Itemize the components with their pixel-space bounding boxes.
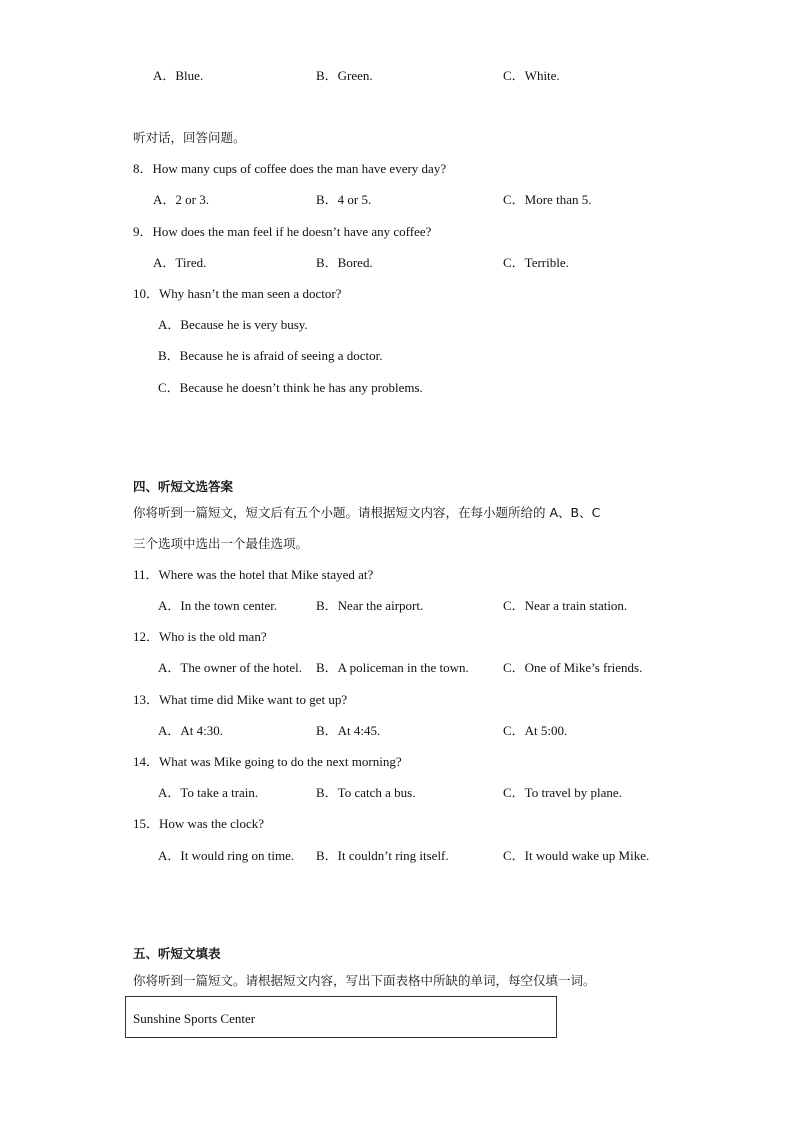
q9-option-a: A．Tired. <box>153 255 207 270</box>
q11-option-b: B．Near the airport. <box>316 598 424 613</box>
q10-option-b: B．Because he is afraid of seeing a doctor. <box>158 348 383 363</box>
q14-option-c: C．To travel by plane. <box>503 785 622 800</box>
dialogue-instruction: 听对话，回答问题。 <box>133 130 246 145</box>
q15-option-b: B．It couldn’t ring itself. <box>316 848 449 863</box>
q8-option-b: B．4 or 5. <box>316 192 372 207</box>
section4-instruction-line2: 三个选项中选出一个最佳选项。 <box>133 536 309 551</box>
q14-option-b: B．To catch a bus. <box>316 785 416 800</box>
q10-stem: 10．Why hasn’t the man seen a doctor? <box>133 286 342 301</box>
fill-in-table <box>125 996 557 1038</box>
q11-stem: 11．Where was the hotel that Mike stayed at? <box>133 567 374 582</box>
table-header-cell: Sunshine Sports Center <box>133 1011 256 1026</box>
q12-stem: 12．Who is the old man? <box>133 629 267 644</box>
q7-option-c: C．White. <box>503 68 560 83</box>
section4-instruction-line1: 你将听到一篇短文，短文后有五个小题。请根据短文内容，在每小题所给的 A、B、C <box>133 505 601 520</box>
q11-option-a: A．In the town center. <box>158 598 278 613</box>
q14-stem: 14．What was Mike going to do the next morning? <box>133 754 402 769</box>
q9-stem: 9．How does the man feel if he doesn’t have any coffee? <box>133 224 432 239</box>
q14-option-a: A．To take a train. <box>158 785 259 800</box>
q12-option-c: C．One of Mike’s friends. <box>503 660 643 675</box>
q13-option-c: C．At 5:00. <box>503 723 568 738</box>
section5-instruction: 你将听到一篇短文。请根据短文内容，写出下面表格中所缺的单词，每空仅填一词。 <box>133 973 596 988</box>
q10-option-a: A．Because he is very busy. <box>158 317 308 332</box>
q7-option-b: B．Green. <box>316 68 373 83</box>
q11-option-c: C．Near a train station. <box>503 598 628 613</box>
q10-option-c: C．Because he doesn’t think he has any problems. <box>158 380 423 395</box>
q13-option-a: A．At 4:30. <box>158 723 224 738</box>
q13-option-b: B．At 4:45. <box>316 723 381 738</box>
q15-option-a: A．It would ring on time. <box>158 848 295 863</box>
q7-option-a: A．Blue. <box>153 68 204 83</box>
q12-option-b: B．A policeman in the town. <box>316 660 469 675</box>
q15-stem: 15．How was the clock? <box>133 816 265 831</box>
q12-option-a: A．The owner of the hotel. <box>158 660 303 675</box>
section4-title: 四、听短文选答案 <box>133 479 234 494</box>
q8-option-c: C．More than 5. <box>503 192 592 207</box>
q13-stem: 13．What time did Mike want to get up? <box>133 692 348 707</box>
section5-title: 五、听短文填表 <box>133 946 221 961</box>
q15-option-c: C．It would wake up Mike. <box>503 848 650 863</box>
q8-stem: 8．How many cups of coffee does the man have every day? <box>133 161 447 176</box>
q9-option-b: B．Bored. <box>316 255 373 270</box>
q8-option-a: A．2 or 3. <box>153 192 209 207</box>
q9-option-c: C．Terrible. <box>503 255 569 270</box>
